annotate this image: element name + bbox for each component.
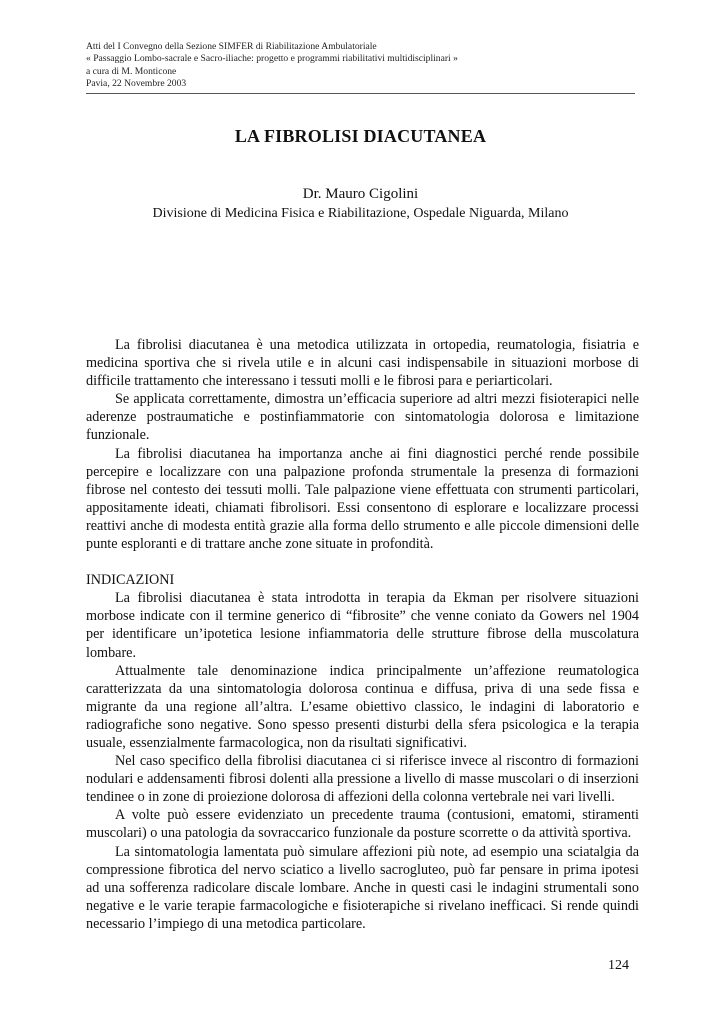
section-paragraph: Nel caso specifico della fibrolisi diacutanea ci si riferisce invece al riscontro di formazioni nodulari e addensamenti fibrosi dolenti alla pressione a livello di masse muscolari o di inserzioni tendinee o in zone di proiezione dolorosa di affezioni della colonna vertebrale nei vari livelli. [86,753,639,806]
intro-paragraph: La fibrolisi diacutanea ha importanza anche ai fini diagnostici perché rende possibile percepire e localizzare con una palpazione profonda strumentale la presenza di formazioni fibrose nel contesto dei tessuti molli. Tale palpazione viene effettuata con strumenti particolari, appositamente ideati, chiamati fibrolisori. Essi consentono di esplorare e localizzare processi reattivi anche di modesta entità grazie alla forma dello strumento e alle piccole dimensioni delle punte esploranti e di trattare anche zone situate in profondità. [86,445,639,553]
intro-paragraph: Se applicata correttamente, dimostra un’efficacia superiore ad altri mezzi fisioterapici nelle aderenze postraumatiche e postinfiammatorie con sintomatologia dolorosa e limitazione funzionale. [86,391,639,444]
author-affiliation: Divisione di Medicina Fisica e Riabilitazione, Ospedale Niguarda, Milano [152,206,569,221]
author-name: Dr. Mauro Cigolini [302,186,419,202]
header-line-conference: Atti del I Convegno della Sezione SIMFER di Riabilitazione Ambulatoriale [86,41,377,52]
header-line-place-date: Pavia, 22 Novembre 2003 [86,78,187,90]
running-header [86,41,635,91]
intro-paragraph: La fibrolisi diacutanea è una metodica utilizzata in ortopedia, reumatologia, fisiatria e medicina sportiva che si rivela utile e in alcuni casi indispensabile in situazioni morbose di difficile trattamento che interessano i tessuti molli e le fibrosi para e periarticolari. [86,337,639,390]
section-heading-indicazioni: INDICAZIONI [86,572,175,589]
header-line-editor: a cura di M. Monticone [86,65,177,77]
section-paragraph: La sintomatologia lamentata può simulare affezioni più note, ad esempio una sciatalgia da compressione fibrotica del nervo sciatico a livello sacrogluteo, può far pensare in prima ipotesi ad una sofferenza radicolare discale lombare. Anche in questi casi le indagini strumentali sono negative e le varie terapie farmacologiche e fisioterapiche si rivelano inefficaci. Si rende quindi necessario l’impiego di una metodica particolare. [86,843,639,932]
section-paragraph: La fibrolisi diacutanea è stata introdotta in terapia da Ekman per risolvere situazioni morbose indicate con il termine generico di “fibrosite” che venne coniato da Gowers nel 1904 per identificare un’ipotetica lesione infiammatoria delle strutture fibrose della muscolatura lombare. [86,590,639,661]
section-paragraph: A volte può essere evidenziato un precedente trauma (contusioni, ematomi, stiramenti muscolari) o una patologia da sovraccarico funzionale da posture scorrette o da attività sportiva. [86,807,639,842]
header-line-theme: « Passaggio Lombo-sacrale e Sacro-iliache: progetto e programmi riabilitativi multidisciplinari » [86,53,458,65]
header-divider [86,93,635,94]
paper-title: LA FIBROLISI DIACUTANEA [234,126,487,146]
page-number: 124 [608,958,629,973]
article-body [86,336,639,933]
section-paragraph: Attualmente tale denominazione indica principalmente un’affezione reumatologica caratterizzata da una sintomatologia dolorosa continua e diffusa, priva di una sede fissa e migrante da una regione all’altra. L’esame obiettivo classico, le indagini di laboratorio e radiografiche sono negative. Sono spesso presenti disturbi della sfera psicologica e la terapia usuale, essenzialmente farmacologica, non da risultati significativi. [86,662,639,751]
